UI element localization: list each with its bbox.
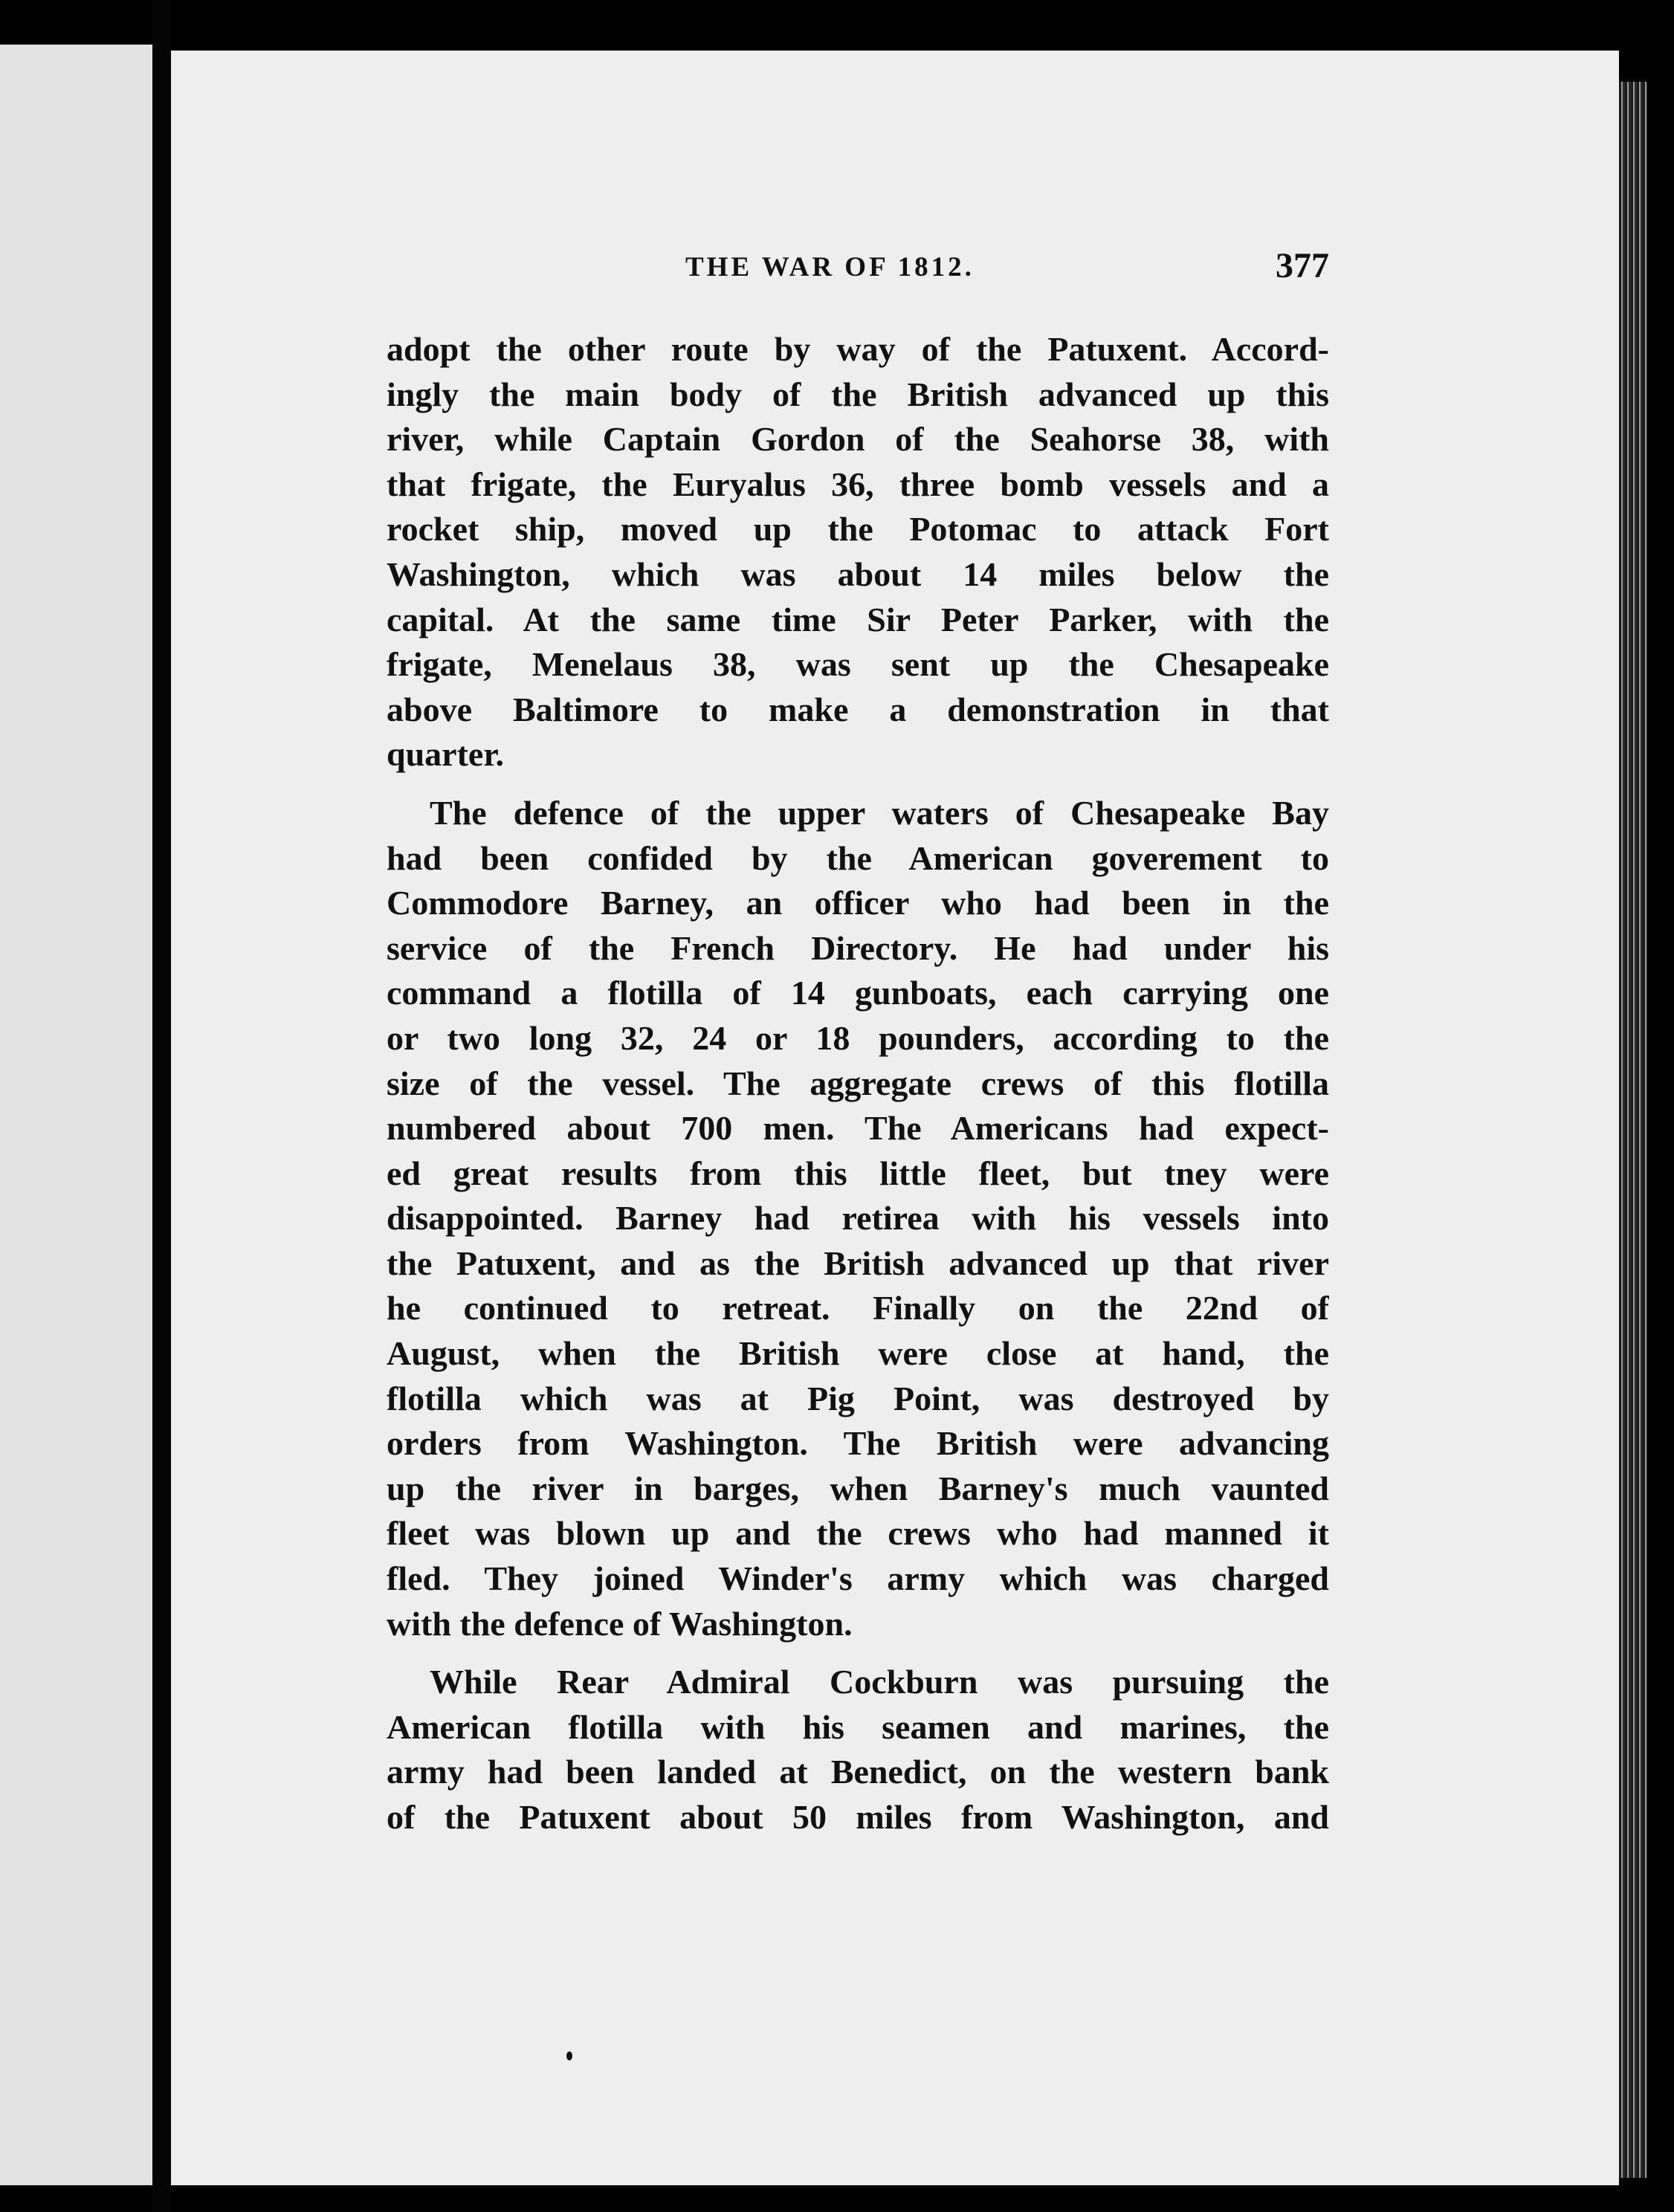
left-page-margin: [0, 45, 152, 2185]
text-line: command a flotilla of 14 gunboats, each carrying one: [387, 974, 1329, 1012]
text-line: or two long 32, 24 or 18 pounders, according to the: [387, 1018, 1329, 1057]
text-line: The defence of the upper waters of Chesapeake Bay: [430, 793, 1329, 832]
running-head: THE WAR OF 1812.: [685, 252, 975, 282]
text-line: service of the French Directory. He had under his: [387, 928, 1329, 967]
text-line: of the Patuxent about 50 miles from Washington, and: [387, 1798, 1329, 1836]
text-line: Commodore Barney, an officer who had been in the: [387, 884, 1329, 922]
text-line: size of the vessel. The aggregate crews of this flotilla: [387, 1064, 1329, 1102]
text-line: he continued to retreat. Finally on the 22nd of: [387, 1289, 1329, 1327]
text-line: above Baltimore to make a demonstration in that: [387, 690, 1329, 728]
text-line: While Rear Admiral Cockburn was pursuing the: [430, 1663, 1329, 1701]
text-line: the Patuxent, and as the British advanced up that river: [387, 1244, 1329, 1282]
book-gutter: [152, 0, 171, 2212]
text-line: with the defence of Washington.: [387, 1604, 853, 1643]
text-line: river, while Captain Gordon of the Seahorse 38, with: [387, 420, 1329, 459]
text-line: frigate, Menelaus 38, was sent up the Chesapeake: [387, 645, 1329, 684]
text-line: adopt the other route by way of the Patuxent. Accord-: [387, 330, 1329, 368]
text-line: had been confided by the American goverement to: [387, 838, 1329, 877]
text-line: ed great results from this little fleet, but tney were: [387, 1154, 1329, 1192]
text-line: fled. They joined Winder's army which was charged: [387, 1559, 1329, 1598]
text-line: disappointed. Barney had retirea with his vessels into: [387, 1199, 1329, 1238]
text-line: numbered about 700 men. The Americans had expect-: [387, 1109, 1329, 1148]
ink-speck: [566, 2051, 572, 2060]
text-line: rocket ship, moved up the Potomac to attack Fort: [387, 510, 1329, 549]
text-line: army had been landed at Benedict, on the western bank: [387, 1753, 1329, 1791]
text-line: up the river in barges, when Barney's much vaunted: [387, 1469, 1329, 1507]
text-line: quarter.: [387, 735, 505, 774]
page-edges: [1619, 82, 1647, 2178]
text-line: capital. At the same time Sir Peter Parker, with the: [387, 600, 1329, 638]
text-line: August, when the British were close at hand, the: [387, 1334, 1329, 1373]
page-header: [387, 245, 1329, 305]
page-number: 377: [1276, 246, 1329, 285]
body-text: [387, 327, 1329, 1840]
text-line: fleet was blown up and the crews who had manned it: [387, 1514, 1329, 1553]
text-line: Washington, which was about 14 miles below the: [387, 554, 1329, 593]
text-line: American flotilla with his seamen and marines, the: [387, 1707, 1329, 1746]
text-line: ingly the main body of the British advanced up this: [387, 375, 1329, 413]
text-line: orders from Washington. The British were advancing: [387, 1424, 1329, 1463]
text-line: that frigate, the Euryalus 36, three bomb vessels and a: [387, 465, 1329, 503]
text-line: flotilla which was at Pig Point, was destroyed by: [387, 1379, 1329, 1417]
